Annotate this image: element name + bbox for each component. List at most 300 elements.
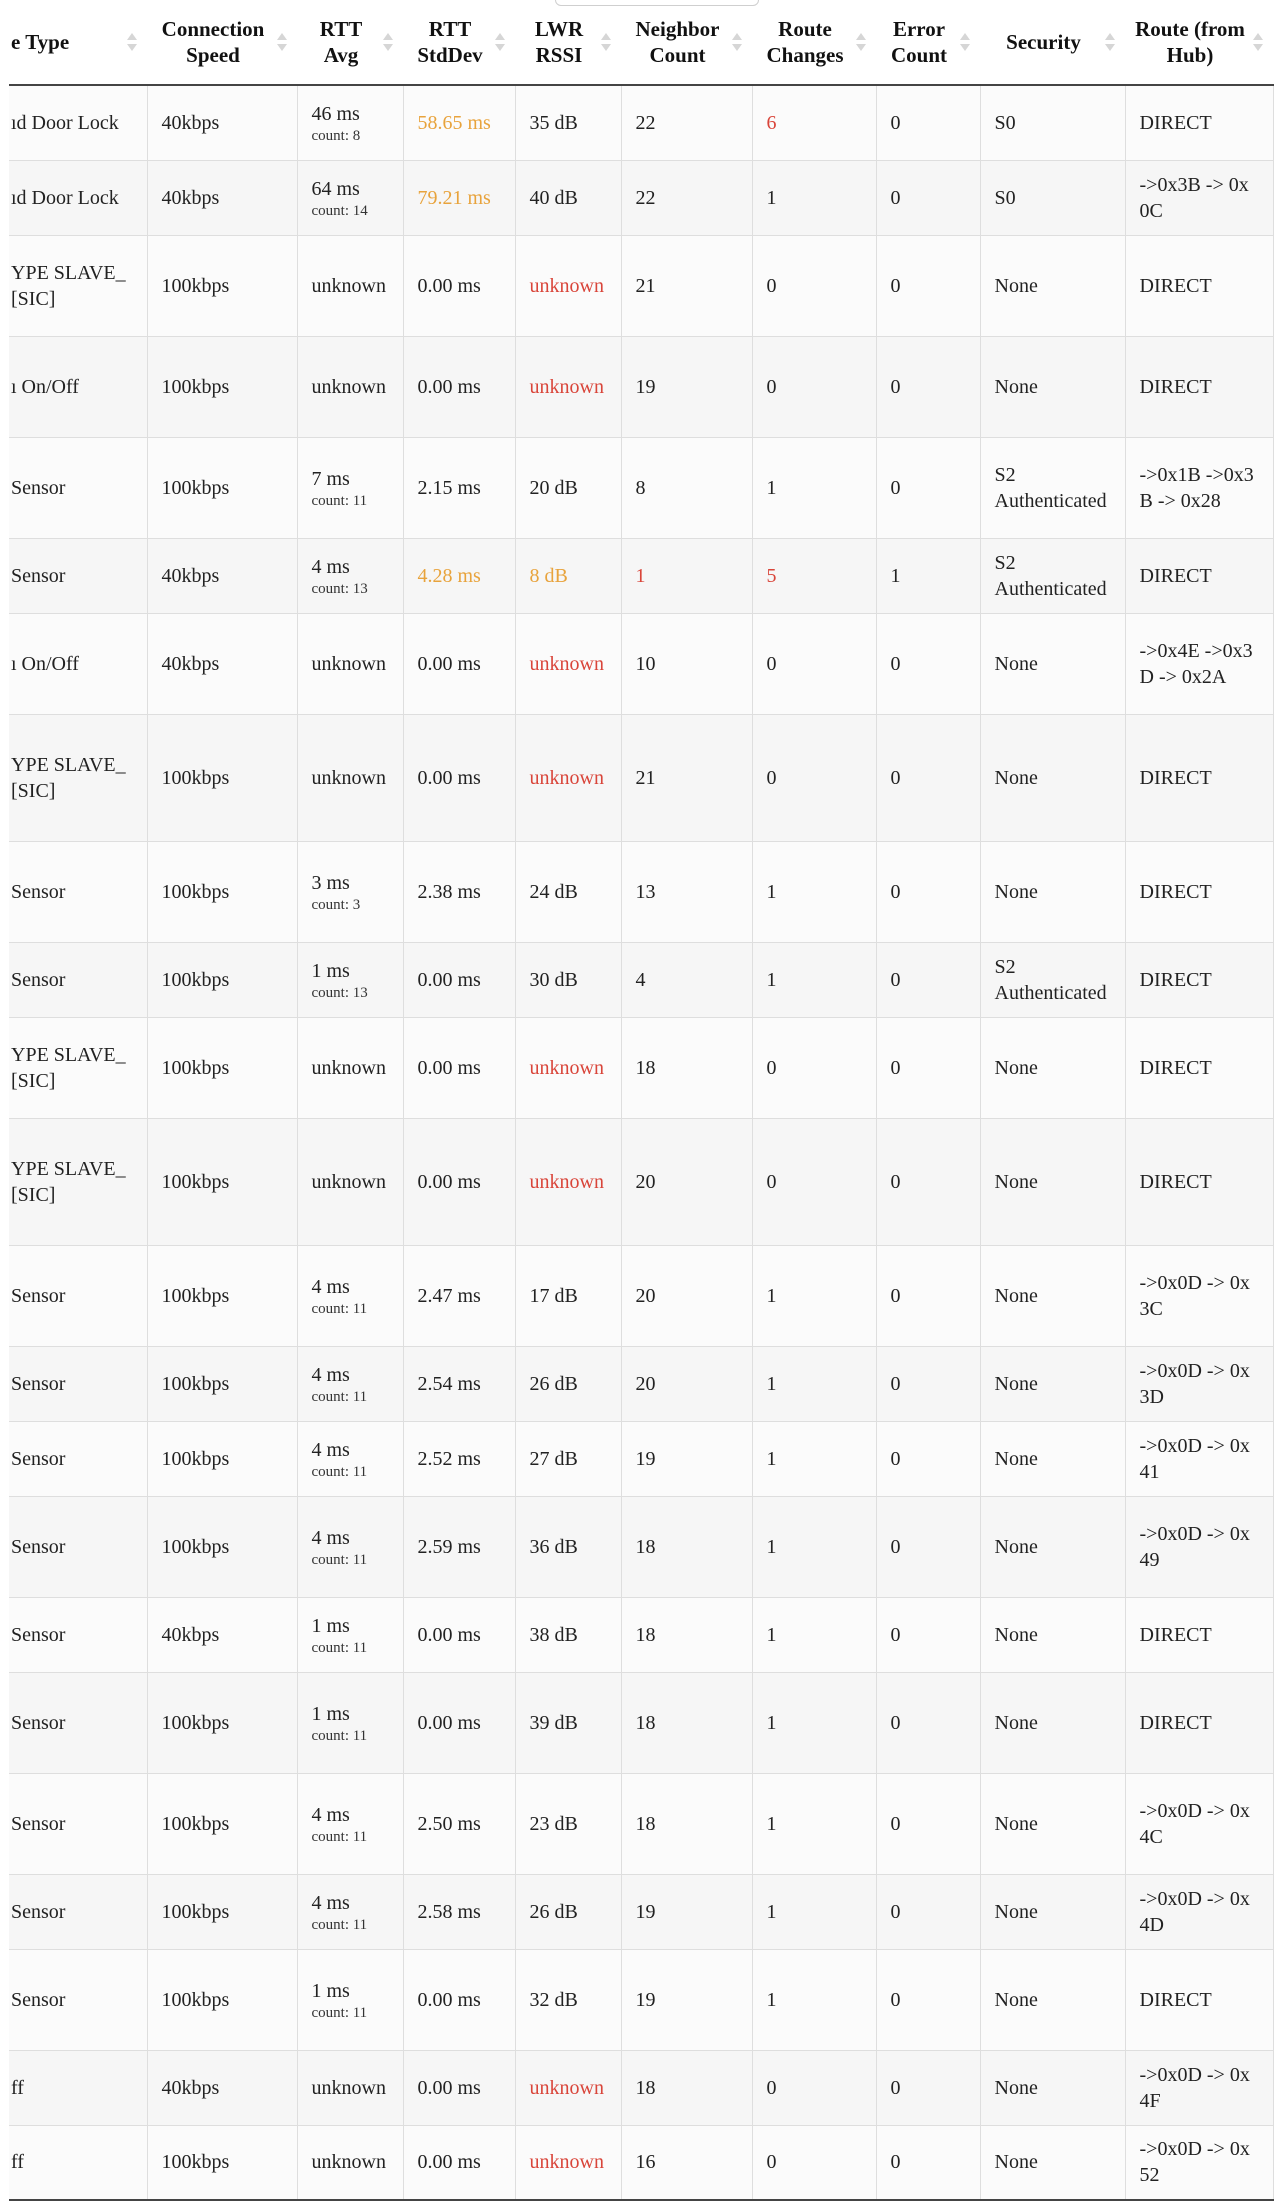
rtt-stddev-value: 0.00 ms <box>417 1056 481 1079</box>
device-type-value: ıd Door Lock <box>11 111 119 134</box>
rtt-stddev-value: 58.65 ms <box>417 111 491 134</box>
rtt-stddev-value: 2.59 ms <box>417 1535 481 1558</box>
connection-speed-cell <box>147 613 297 714</box>
neighbor-count-value: 18 <box>635 1056 656 1079</box>
route-changes-value: 1 <box>766 1988 777 2011</box>
rtt-stddev-value: 2.52 ms <box>417 1447 481 1470</box>
error-count-cell <box>876 1773 980 1874</box>
connection-speed-value: 100kbps <box>161 1711 230 1734</box>
route-from-hub-cell <box>1125 1421 1273 1496</box>
security-value: None <box>994 1170 1038 1193</box>
security-cell <box>980 85 1125 160</box>
column-header-error-count[interactable] <box>876 0 980 85</box>
rtt-stddev-value: 2.47 ms <box>417 1284 481 1307</box>
error-count-value: 0 <box>890 968 901 991</box>
device-type-cell <box>9 1421 147 1496</box>
lwr-rssi-value: unknown <box>529 1056 604 1079</box>
rtt-avg-cell <box>297 85 403 160</box>
rtt-stddev-cell <box>403 841 515 942</box>
route-from-hub-value: ->0x1B ->0x3B -> 0x28 <box>1139 463 1254 512</box>
rtt-avg-value: unknown <box>311 1170 386 1193</box>
rtt-stddev-value: 0.00 ms <box>417 968 481 991</box>
connection-speed-value: 100kbps <box>161 880 230 903</box>
route-changes-cell <box>752 235 876 336</box>
column-header-neighbor-count[interactable] <box>621 0 752 85</box>
route-changes-cell <box>752 1949 876 2050</box>
lwr-rssi-cell <box>515 1597 621 1672</box>
connection-speed-cell <box>147 437 297 538</box>
rtt-avg-value: 4 ms <box>311 555 350 578</box>
column-header-label: Connection Speed <box>161 17 265 67</box>
connection-speed-value: 40kbps <box>161 111 220 134</box>
device-type-cell <box>9 1672 147 1773</box>
connection-speed-cell <box>147 2050 297 2125</box>
route-from-hub-value: DIRECT <box>1139 968 1212 991</box>
security-value: None <box>994 274 1038 297</box>
connection-speed-value: 40kbps <box>161 186 220 209</box>
table-row <box>9 538 1273 613</box>
route-from-hub-cell <box>1125 841 1273 942</box>
rtt-stddev-cell <box>403 85 515 160</box>
rtt-sample-count: count: 8 <box>311 127 361 144</box>
route-from-hub-value: ->0x0D -> 0x49 <box>1139 1522 1250 1571</box>
lwr-rssi-cell <box>515 2125 621 2200</box>
column-header-security[interactable] <box>980 0 1125 85</box>
error-count-cell <box>876 2125 980 2200</box>
rtt-avg-cell <box>297 437 403 538</box>
error-count-cell <box>876 1017 980 1118</box>
lwr-rssi-value: unknown <box>529 375 604 398</box>
route-from-hub-value: DIRECT <box>1139 564 1212 587</box>
rtt-sample-count: count: 14 <box>311 202 368 219</box>
error-count-value: 0 <box>890 274 901 297</box>
rtt-stddev-value: 0.00 ms <box>417 2076 481 2099</box>
device-type-value: ı On/Off <box>11 652 79 675</box>
table-row <box>9 1421 1273 1496</box>
sort-arrows-icon[interactable] <box>382 32 394 52</box>
route-changes-value: 1 <box>766 1535 777 1558</box>
route-changes-cell <box>752 1421 876 1496</box>
rtt-avg-value: 1 ms <box>311 959 350 982</box>
route-changes-value: 0 <box>766 2151 777 2174</box>
rtt-avg-cell <box>297 1421 403 1496</box>
neighbor-count-cell <box>621 1949 752 2050</box>
neighbor-count-value: 22 <box>635 111 656 134</box>
security-value: S2 Authenticated <box>994 955 1107 1004</box>
table-row <box>9 1672 1273 1773</box>
connection-speed-cell <box>147 235 297 336</box>
route-changes-cell <box>752 841 876 942</box>
sort-arrows-icon[interactable] <box>855 32 867 52</box>
error-count-cell <box>876 1496 980 1597</box>
route-changes-value: 1 <box>766 968 777 991</box>
lwr-rssi-value: 26 dB <box>529 1372 578 1395</box>
route-changes-cell <box>752 1597 876 1672</box>
rtt-stddev-cell <box>403 613 515 714</box>
connection-speed-cell <box>147 160 297 235</box>
column-header-label: RTT Avg <box>319 17 363 67</box>
rtt-avg-value: 4 ms <box>311 1363 350 1386</box>
connection-speed-value: 100kbps <box>161 1812 230 1835</box>
rtt-stddev-cell <box>403 538 515 613</box>
neighbor-count-cell <box>621 942 752 1017</box>
connection-speed-cell <box>147 1597 297 1672</box>
error-count-cell <box>876 1346 980 1421</box>
rtt-avg-cell <box>297 613 403 714</box>
rtt-sample-count: count: 11 <box>311 1463 368 1480</box>
neighbor-count-cell <box>621 235 752 336</box>
device-type-value: Sensor <box>11 1988 66 2011</box>
route-changes-value: 1 <box>766 880 777 903</box>
rtt-stddev-value: 79.21 ms <box>417 186 491 209</box>
network-health-table <box>9 0 1274 2201</box>
error-count-value: 0 <box>890 1372 901 1395</box>
sort-arrows-icon[interactable] <box>494 32 506 52</box>
route-from-hub-value: DIRECT <box>1139 1056 1212 1079</box>
lwr-rssi-cell <box>515 235 621 336</box>
rtt-stddev-cell <box>403 1672 515 1773</box>
table-row <box>9 1245 1273 1346</box>
table-row <box>9 1874 1273 1949</box>
device-type-value: Sensor <box>11 1284 66 1307</box>
route-changes-value: 0 <box>766 1056 777 1079</box>
route-changes-cell <box>752 437 876 538</box>
connection-speed-value: 40kbps <box>161 564 220 587</box>
sort-arrows-icon[interactable] <box>276 32 288 52</box>
route-from-hub-cell <box>1125 538 1273 613</box>
lwr-rssi-cell <box>515 85 621 160</box>
lwr-rssi-cell <box>515 1949 621 2050</box>
route-changes-cell <box>752 2125 876 2200</box>
error-count-cell <box>876 1949 980 2050</box>
column-header-device-type[interactable] <box>9 0 147 85</box>
route-from-hub-value: DIRECT <box>1139 1988 1212 2011</box>
column-header-rtt-avg[interactable] <box>297 0 403 85</box>
error-count-cell <box>876 1421 980 1496</box>
neighbor-count-value: 20 <box>635 1170 656 1193</box>
column-header-label: Route Changes <box>766 17 844 67</box>
route-from-hub-value: ->0x0D -> 0x3D <box>1139 1359 1250 1408</box>
rtt-avg-value: 1 ms <box>311 1614 350 1637</box>
rtt-sample-count: count: 13 <box>311 580 368 597</box>
rtt-stddev-cell <box>403 1949 515 2050</box>
neighbor-count-value: 20 <box>635 1284 656 1307</box>
connection-speed-cell <box>147 714 297 841</box>
route-changes-cell <box>752 1496 876 1597</box>
lwr-rssi-value: 24 dB <box>529 880 578 903</box>
neighbor-count-cell <box>621 437 752 538</box>
connection-speed-value: 100kbps <box>161 968 230 991</box>
sort-arrows-icon[interactable] <box>600 32 612 52</box>
lwr-rssi-value: unknown <box>529 766 604 789</box>
rtt-avg-value: unknown <box>311 766 386 789</box>
column-header-rtt-stddev[interactable] <box>403 0 515 85</box>
rtt-stddev-cell <box>403 1773 515 1874</box>
route-from-hub-cell <box>1125 942 1273 1017</box>
device-type-value: YPE SLAVE_[SIC] <box>11 261 126 310</box>
route-from-hub-cell <box>1125 1773 1273 1874</box>
connection-speed-cell <box>147 336 297 437</box>
connection-speed-value: 100kbps <box>161 1447 230 1470</box>
rtt-stddev-value: 0.00 ms <box>417 1988 481 2011</box>
table-row <box>9 160 1273 235</box>
device-type-cell <box>9 1597 147 1672</box>
rtt-stddev-cell <box>403 714 515 841</box>
neighbor-count-value: 18 <box>635 1812 656 1835</box>
route-from-hub-value: ->0x0D -> 0x4D <box>1139 1887 1250 1936</box>
route-changes-value: 1 <box>766 186 777 209</box>
rtt-stddev-cell <box>403 1421 515 1496</box>
connection-speed-cell <box>147 1949 297 2050</box>
device-type-cell <box>9 1773 147 1874</box>
rtt-stddev-value: 2.58 ms <box>417 1900 481 1923</box>
table-row <box>9 85 1273 160</box>
device-type-cell <box>9 613 147 714</box>
table-row <box>9 1773 1273 1874</box>
route-from-hub-value: ->0x0D -> 0x4F <box>1139 2063 1250 2112</box>
lwr-rssi-cell <box>515 1672 621 1773</box>
error-count-value: 0 <box>890 1535 901 1558</box>
route-from-hub-cell <box>1125 1118 1273 1245</box>
error-count-cell <box>876 942 980 1017</box>
device-type-cell <box>9 1245 147 1346</box>
lwr-rssi-cell <box>515 714 621 841</box>
route-from-hub-value: ->0x0D -> 0x41 <box>1139 1434 1250 1483</box>
rtt-avg-cell <box>297 2125 403 2200</box>
error-count-value: 0 <box>890 375 901 398</box>
table-header-row <box>9 0 1273 85</box>
device-type-value: ff <box>11 2151 24 2174</box>
lwr-rssi-value: 17 dB <box>529 1284 578 1307</box>
route-from-hub-value: DIRECT <box>1139 1170 1212 1193</box>
neighbor-count-value: 8 <box>635 476 646 499</box>
rtt-avg-cell <box>297 1245 403 1346</box>
neighbor-count-value: 20 <box>635 1372 656 1395</box>
security-cell <box>980 1773 1125 1874</box>
connection-speed-value: 40kbps <box>161 1623 220 1646</box>
connection-speed-value: 100kbps <box>161 1284 230 1307</box>
device-type-value: ıd Door Lock <box>11 186 119 209</box>
sort-arrows-icon[interactable] <box>959 32 971 52</box>
error-count-cell <box>876 336 980 437</box>
lwr-rssi-value: 32 dB <box>529 1988 578 2011</box>
route-changes-cell <box>752 160 876 235</box>
route-from-hub-value: DIRECT <box>1139 274 1212 297</box>
security-value: S0 <box>994 186 1016 209</box>
security-value: None <box>994 2151 1038 2174</box>
sort-arrows-icon[interactable] <box>1104 32 1116 52</box>
connection-speed-cell <box>147 2125 297 2200</box>
error-count-value: 0 <box>890 1900 901 1923</box>
device-type-value: Sensor <box>11 1623 66 1646</box>
route-from-hub-value: ->0x4E ->0x3D -> 0x2A <box>1139 639 1253 688</box>
table-row <box>9 2050 1273 2125</box>
error-count-value: 0 <box>890 1447 901 1470</box>
rtt-stddev-value: 0.00 ms <box>417 1170 481 1193</box>
connection-speed-value: 100kbps <box>161 1170 230 1193</box>
table-row <box>9 1017 1273 1118</box>
column-header-label: Error Count <box>890 17 948 67</box>
neighbor-count-value: 16 <box>635 2151 656 2174</box>
connection-speed-value: 100kbps <box>161 1372 230 1395</box>
route-changes-cell <box>752 2050 876 2125</box>
neighbor-count-cell <box>621 841 752 942</box>
neighbor-count-cell <box>621 613 752 714</box>
route-changes-cell <box>752 1118 876 1245</box>
route-changes-value: 0 <box>766 652 777 675</box>
security-value: None <box>994 766 1038 789</box>
device-type-value: Sensor <box>11 564 66 587</box>
sort-arrows-icon[interactable] <box>126 32 138 52</box>
rtt-sample-count: count: 11 <box>311 1639 368 1656</box>
rtt-stddev-cell <box>403 2125 515 2200</box>
rtt-stddev-cell <box>403 942 515 1017</box>
rtt-avg-cell <box>297 538 403 613</box>
security-value: None <box>994 2076 1038 2099</box>
error-count-value: 0 <box>890 880 901 903</box>
error-count-cell <box>876 841 980 942</box>
neighbor-count-cell <box>621 1874 752 1949</box>
device-type-cell <box>9 85 147 160</box>
lwr-rssi-cell <box>515 1773 621 1874</box>
connection-speed-value: 40kbps <box>161 2076 220 2099</box>
security-cell <box>980 160 1125 235</box>
error-count-value: 0 <box>890 111 901 134</box>
route-from-hub-value: DIRECT <box>1139 766 1212 789</box>
route-from-hub-value: DIRECT <box>1139 375 1212 398</box>
rtt-stddev-cell <box>403 1245 515 1346</box>
column-header-lwr-rssi[interactable] <box>515 0 621 85</box>
connection-speed-value: 100kbps <box>161 1056 230 1079</box>
device-type-cell <box>9 2050 147 2125</box>
security-value: None <box>994 652 1038 675</box>
column-header-label: Route (from Hub) <box>1135 17 1245 67</box>
lwr-rssi-cell <box>515 336 621 437</box>
device-type-cell <box>9 160 147 235</box>
route-changes-cell <box>752 1672 876 1773</box>
sort-arrows-icon[interactable] <box>731 32 743 52</box>
connection-speed-value: 100kbps <box>161 274 230 297</box>
neighbor-count-value: 22 <box>635 186 656 209</box>
device-type-cell <box>9 2125 147 2200</box>
rtt-avg-value: unknown <box>311 375 386 398</box>
rtt-stddev-value: 2.38 ms <box>417 880 481 903</box>
error-count-cell <box>876 437 980 538</box>
route-from-hub-cell <box>1125 613 1273 714</box>
column-header-label: Neighbor Count <box>635 17 720 67</box>
rtt-avg-value: 1 ms <box>311 1702 350 1725</box>
error-count-value: 0 <box>890 186 901 209</box>
rtt-sample-count: count: 13 <box>311 984 368 1001</box>
neighbor-count-cell <box>621 336 752 437</box>
rtt-stddev-cell <box>403 1496 515 1597</box>
device-type-value: ı On/Off <box>11 375 79 398</box>
rtt-sample-count: count: 11 <box>311 492 368 509</box>
sort-arrows-icon[interactable] <box>1252 32 1264 52</box>
security-cell <box>980 2125 1125 2200</box>
connection-speed-cell <box>147 841 297 942</box>
rtt-stddev-value: 4.28 ms <box>417 564 481 587</box>
security-cell <box>980 1672 1125 1773</box>
error-count-value: 0 <box>890 766 901 789</box>
rtt-stddev-value: 2.50 ms <box>417 1812 481 1835</box>
rtt-avg-cell <box>297 160 403 235</box>
security-cell <box>980 1949 1125 2050</box>
route-changes-cell <box>752 613 876 714</box>
route-changes-cell <box>752 1773 876 1874</box>
device-type-cell <box>9 1017 147 1118</box>
device-type-value: Sensor <box>11 1447 66 1470</box>
lwr-rssi-cell <box>515 1346 621 1421</box>
lwr-rssi-cell <box>515 1421 621 1496</box>
security-cell <box>980 714 1125 841</box>
error-count-cell <box>876 538 980 613</box>
connection-speed-cell <box>147 1496 297 1597</box>
neighbor-count-value: 19 <box>635 1900 656 1923</box>
route-changes-value: 0 <box>766 375 777 398</box>
rtt-avg-value: 4 ms <box>311 1891 350 1914</box>
lwr-rssi-value: 36 dB <box>529 1535 578 1558</box>
rtt-avg-cell <box>297 2050 403 2125</box>
column-header-route-from-hub[interactable] <box>1125 0 1273 85</box>
device-type-cell <box>9 714 147 841</box>
security-cell <box>980 235 1125 336</box>
route-changes-cell <box>752 336 876 437</box>
rtt-avg-cell <box>297 336 403 437</box>
column-header-label: e Type <box>11 30 70 54</box>
route-changes-cell <box>752 1245 876 1346</box>
connection-speed-value: 100kbps <box>161 1535 230 1558</box>
error-count-cell <box>876 1245 980 1346</box>
rtt-avg-value: 4 ms <box>311 1275 350 1298</box>
column-header-route-changes[interactable] <box>752 0 876 85</box>
route-changes-value: 5 <box>766 564 777 587</box>
route-changes-value: 0 <box>766 274 777 297</box>
lwr-rssi-cell <box>515 1245 621 1346</box>
security-value: None <box>994 880 1038 903</box>
route-from-hub-value: DIRECT <box>1139 1711 1212 1734</box>
device-type-value: Sensor <box>11 1812 66 1835</box>
error-count-cell <box>876 1118 980 1245</box>
neighbor-count-cell <box>621 1118 752 1245</box>
security-value: None <box>994 1711 1038 1734</box>
rtt-avg-value: 46 ms <box>311 102 360 125</box>
rtt-avg-cell <box>297 1874 403 1949</box>
route-from-hub-cell <box>1125 714 1273 841</box>
device-type-cell <box>9 1118 147 1245</box>
error-count-cell <box>876 160 980 235</box>
table-row <box>9 437 1273 538</box>
security-cell <box>980 1874 1125 1949</box>
rtt-avg-cell <box>297 1118 403 1245</box>
rtt-stddev-value: 0.00 ms <box>417 1711 481 1734</box>
error-count-value: 0 <box>890 1170 901 1193</box>
table-body <box>9 85 1273 2200</box>
security-cell <box>980 942 1125 1017</box>
device-type-cell <box>9 1874 147 1949</box>
rtt-stddev-cell <box>403 235 515 336</box>
rtt-sample-count: count: 11 <box>311 1388 368 1405</box>
route-changes-value: 1 <box>766 1711 777 1734</box>
column-header-connection-speed[interactable] <box>147 0 297 85</box>
neighbor-count-value: 18 <box>635 1711 656 1734</box>
route-changes-cell <box>752 538 876 613</box>
route-changes-cell <box>752 1346 876 1421</box>
rtt-stddev-value: 0.00 ms <box>417 766 481 789</box>
rtt-avg-value: 1 ms <box>311 1979 350 2002</box>
device-type-value: Sensor <box>11 476 66 499</box>
error-count-value: 0 <box>890 652 901 675</box>
